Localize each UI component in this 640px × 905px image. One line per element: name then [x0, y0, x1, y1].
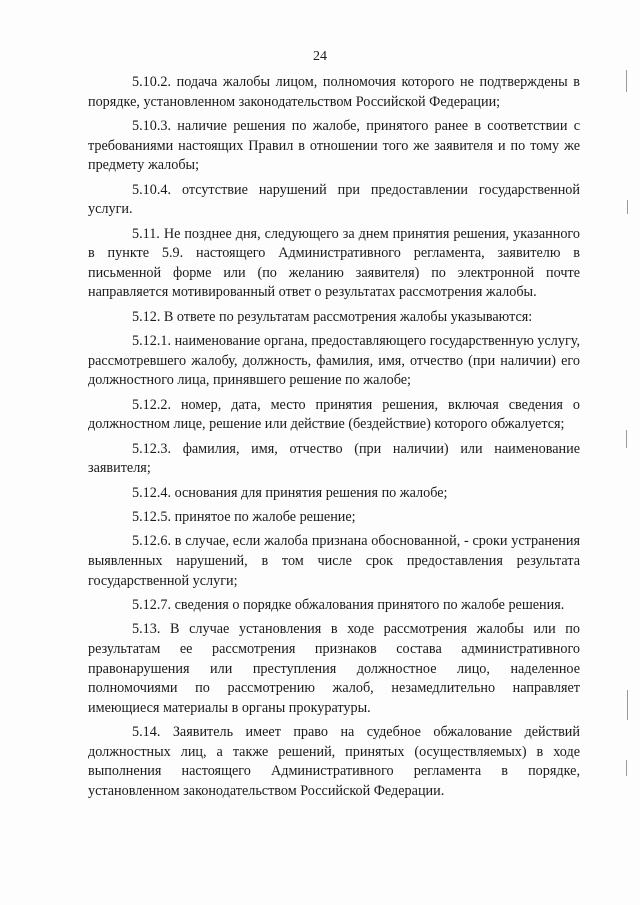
paragraph-5-12-3: 5.12.3. фамилия, имя, отчество (при наличии) или наименование заявителя;: [88, 440, 580, 477]
paragraph-5-12-1: 5.12.1. наименование органа, предоставляющего государственную услугу, рассмотревшего жалобу, должность, фамилия, имя, отчество (при наличии) его должностного лица, принявшего решение по жалобе;: [88, 333, 580, 389]
paragraph-5-12-2: 5.12.2. номер, дата, место принятия решения, включая сведения о должностном лице, решение или действие (бездействие) которого обжалуется;: [88, 396, 580, 433]
paragraph-5-12: 5.12. В ответе по результатам рассмотрения жалобы указываются:: [132, 308, 533, 325]
scan-artifact: [626, 760, 627, 776]
paragraph-5-12-7: 5.12.7. сведения о порядке обжалования принятого по жалобе решения.: [132, 597, 565, 614]
scan-artifact: [627, 690, 628, 720]
paragraph-5-11: 5.11. Не позднее дня, следующего за днем принятия решения, указанного в пункте 5.9. настоящего Административного регламента, заявителю в письменной форме или (по желанию заявителя) по электронной почте направляется мотивированный ответ о результатах рассмотрения жалобы.: [88, 225, 580, 301]
paragraph-5-10-2: 5.10.2. подача жалобы лицом, полномочия которого не подтверждены в порядке, установленном законодательством Российской Федерации;: [88, 74, 580, 110]
document-body: [88, 73, 580, 806]
paragraph-5-12-5: 5.12.5. принятое по жалобе решение;: [132, 509, 356, 526]
paragraph-5-10-3: 5.10.3. наличие решения по жалобе, принятого ранее в соответствии с требованиями настоящих Правил в отношении того же заявителя и по тому же предмету жалобы;: [88, 117, 580, 174]
paragraph-5-13: 5.13. В случае установления в ходе рассмотрения жалобы или по результатам ее рассмотрения признаков состава административного правонарушения или преступления должностное лицо, наделенное полномочиями по рассмотрению жалоб, незамедлительно направляет имеющиеся материалы в органы прокуратуры.: [88, 621, 580, 716]
paragraph-5-12-4: 5.12.4. основания для принятия решения по жалобе;: [132, 484, 448, 501]
scan-artifact: [626, 430, 627, 448]
scan-artifact: [627, 200, 628, 214]
paragraph-5-10-4: 5.10.4. отсутствие нарушений при предоставлении государственной услуги.: [88, 181, 580, 218]
page-number: 24: [313, 49, 327, 64]
paragraph-5-14: 5.14. Заявитель имеет право на судебное обжалование действий должностных лиц, а также решений, принятых (осуществляемых) в ходе выполнения настоящего Административного регламента в порядке, установленном законодательством Российской Федерации.: [88, 724, 580, 799]
paragraph-5-12-6: 5.12.6. в случае, если жалоба признана обоснованной, - сроки устранения выявленных нарушений, в том числе срок предоставления результата государственной услуги;: [88, 533, 580, 589]
scan-artifact: [626, 70, 627, 92]
